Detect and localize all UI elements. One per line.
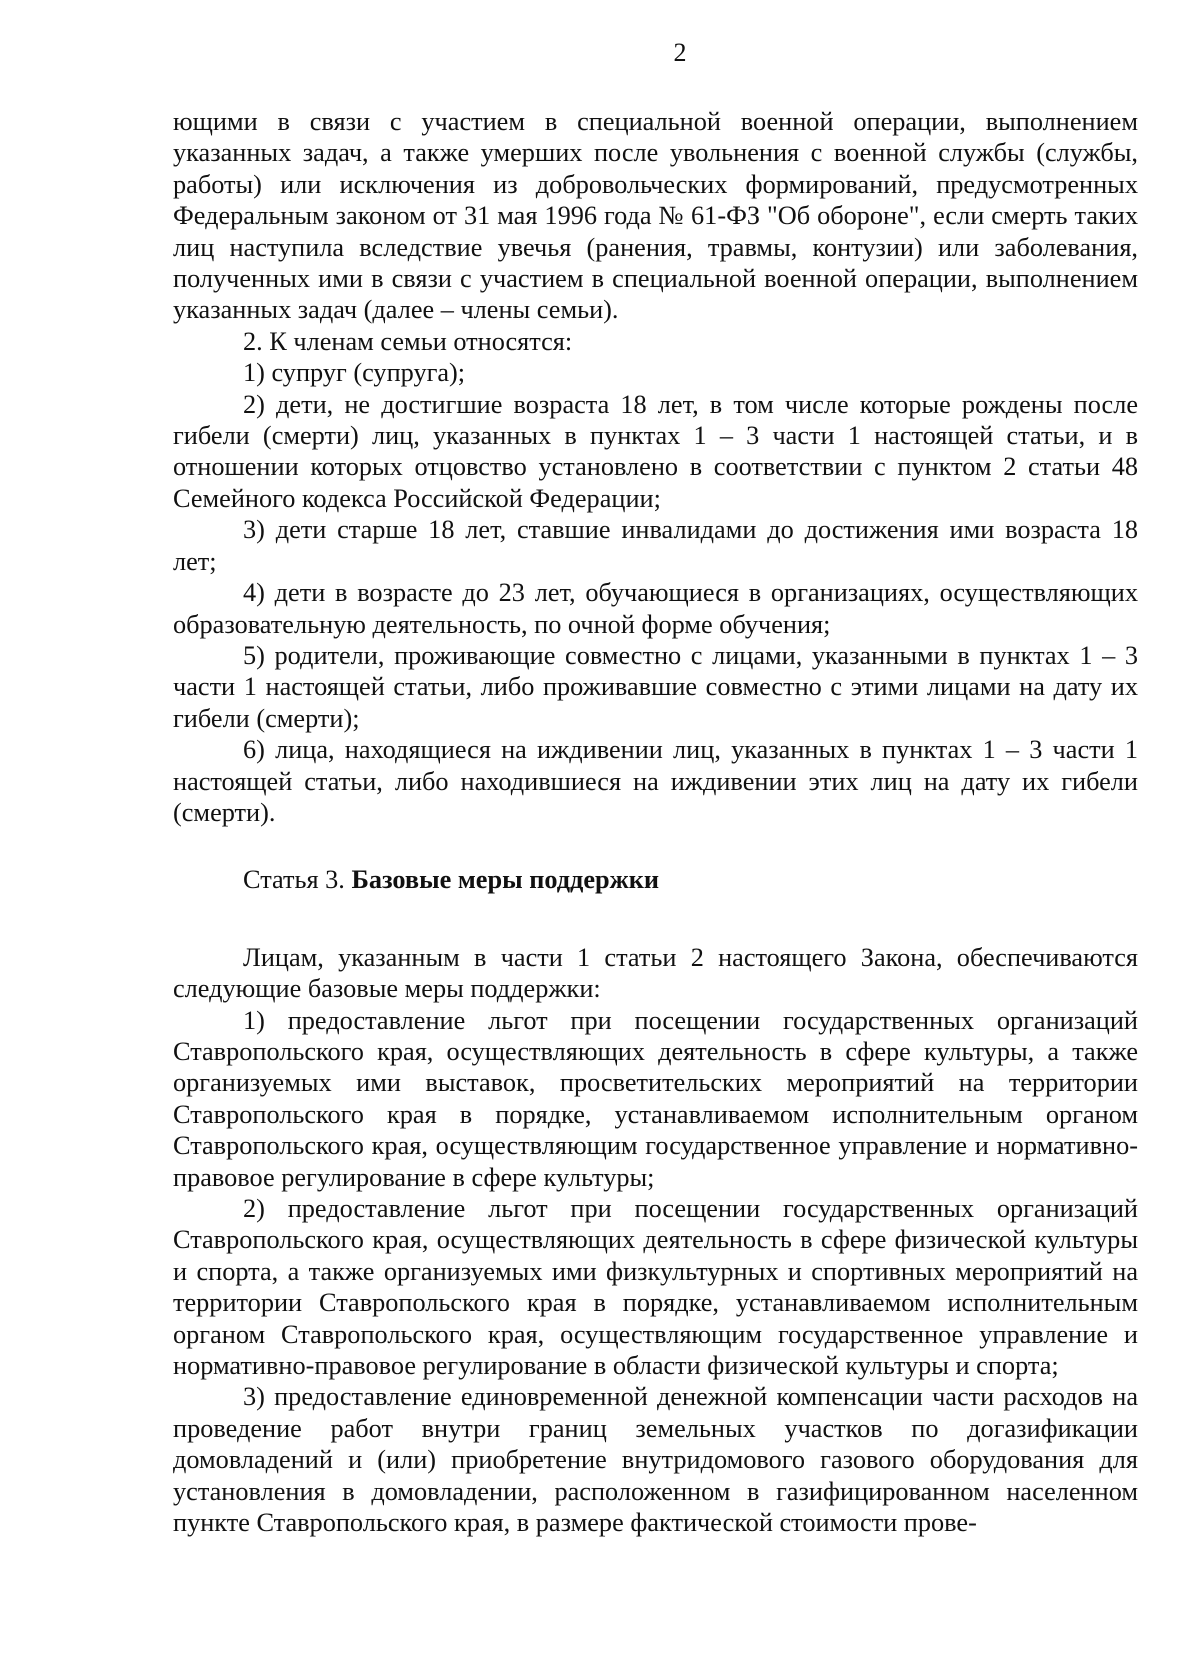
article2-intro-continuation: ющими в связи с участием в специальной военной операции, выполнением указанных задач, а также умерших после увольнения с военной службы (службы, работы) или исключения из добровольческих формирований, предусмотренных Федеральным законом от 31 мая 1996 года № 61-ФЗ "Об обороне", если смерть таких лиц наступила вследствие увечья (ранения, травмы, контузии) или заболевания, полученных ими в связи с участием в специальной военной операции, выполнением указанных задач (далее – члены семьи). bbox=[173, 107, 1138, 325]
support-measure-item-1: 1) предоставление льгот при посещении государственных организаций Ставропольского края, осуществляющих деятельность в сфере культуры, а также организуемых ими выставок, просветительских мероприятий на территории Ставропольского края в порядке, устанавливаемом исполнительным органом Ставропольского края, осуществляющим государственное управление и нормативно-правовое регулирование в сфере культуры; bbox=[173, 1005, 1138, 1192]
article3-intro: Лицам, указанным в части 1 статьи 2 настоящего Закона, обеспечиваются следующие базовые меры поддержки: bbox=[173, 942, 1138, 1004]
article3-title: Базовые меры поддержки bbox=[351, 865, 660, 895]
family-member-item-5: 5) родители, проживающие совместно с лицами, указанными в пунктах 1 – 3 части 1 настоящей статьи, либо проживавшие совместно с этими лицами на дату их гибели (смерти); bbox=[173, 640, 1138, 733]
article3-label: Статья 3. bbox=[243, 865, 345, 895]
article2-part2-intro: 2. К членам семьи относятся: bbox=[243, 326, 573, 356]
family-member-item-1: 1) супруг (супруга); bbox=[243, 358, 466, 388]
page-number: 2 bbox=[673, 38, 687, 67]
family-member-item-3: 3) дети старше 18 лет, ставшие инвалидами до достижения ими возраста 18 лет; bbox=[173, 515, 1138, 576]
family-member-item-2: 2) дети, не достигшие возраста 18 лет, в том числе которые рождены после гибели (смерти) лиц, указанных в пунктах 1 – 3 части 1 настоящей статьи, и в отношении которых отцовство установлено в соответствии с пунктом 2 статьи 48 Семейного кодекса Российской Федерации; bbox=[173, 389, 1138, 513]
family-member-item-6: 6) лица, находящиеся на иждивении лиц, указанных в пунктах 1 – 3 части 1 настоящей статьи, либо находившиеся на иждивении этих лиц на дату их гибели (смерти). bbox=[173, 735, 1138, 827]
support-measure-item-3: 3) предоставление единовременной денежной компенсации части расходов на проведение работ внутри границ земельных участков по догазификации домовладений и (или) приобретение внутридомового газового оборудования для установления в домовладении, расположенном в газифицированном населенном пункте Ставропольского края, в размере фактической стоимости прове- bbox=[173, 1382, 1138, 1538]
support-measure-item-2: 2) предоставление льгот при посещении государственных организаций Ставропольского края, осуществляющих деятельность в сфере физической культуры и спорта, а также организуемых ими физкультурных и спортивных мероприятий на территории Ставропольского края в порядке, устанавливаемом исполнительным органом Ставропольского края, осуществляющим государственное управление и нормативно-правовое регулирование в области физической культуры и спорта; bbox=[173, 1194, 1138, 1381]
family-member-item-4: 4) дети в возрасте до 23 лет, обучающиеся в организациях, осуществляющих образовательную деятельность, по очной форме обучения; bbox=[173, 578, 1138, 639]
article3-heading bbox=[173, 864, 1138, 895]
document-body bbox=[173, 106, 1138, 1538]
